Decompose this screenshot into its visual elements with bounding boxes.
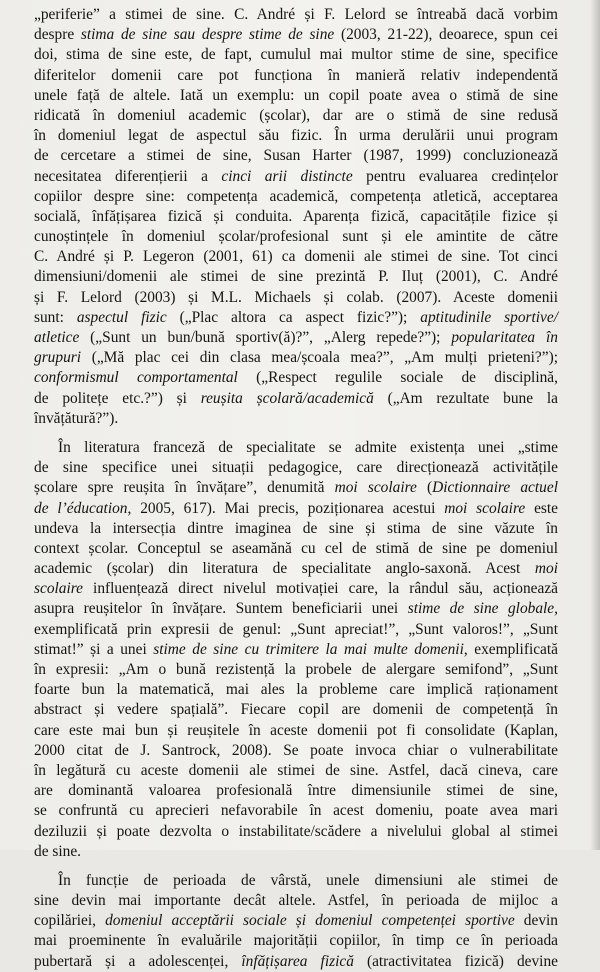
text-run: („Plac altora ca aspect fizic?”);: [166, 308, 421, 326]
text-run: școlare spre reușita în învățare”, denumită: [34, 479, 335, 497]
text-line: [34, 478, 558, 498]
text-line: [34, 680, 558, 700]
text-line: [34, 308, 558, 328]
italic-text-run: moi scolaire: [444, 499, 526, 517]
text-run: copiilor despre sine: competența academică, competența atletică, acceptarea: [34, 187, 558, 205]
text-run: („Mă plac cei din clasa mea/școala mea?”, „Am mulți prieteni?”);: [81, 349, 558, 367]
text-line: [34, 579, 558, 599]
text-run: , exemplificată: [463, 640, 558, 658]
text-line: [34, 45, 558, 65]
text-line: [34, 721, 558, 741]
text-line: [34, 187, 558, 207]
text-run: ridicată în domeniul academic (școlar), dar are o stimă de sine redusă: [34, 106, 558, 124]
text-run: („Respect regulile sociale de disciplină,: [237, 369, 558, 387]
text-line: [34, 146, 558, 166]
text-line: [34, 741, 558, 761]
text-run: sunt:: [34, 308, 77, 326]
text-run: („Sunt un bun/bună sportiv(ă)?”, „Alerg repede?”);: [79, 329, 452, 346]
text-run: în legătură cu aceste domenii ale stimei de sine. Astfel, dacă cineva, care: [34, 761, 558, 779]
text-line: [34, 458, 558, 478]
text-line: [34, 801, 558, 821]
text-run: devin: [514, 912, 558, 930]
text-run: C. André și P. Legeron (2001, 61) ca domenii ale stimei de sine. Tot cinci: [34, 248, 558, 266]
text-line: [34, 5, 558, 25]
text-run: este: [525, 499, 558, 517]
text-line: [34, 409, 558, 429]
text-run: (atractivitatea fizică) devine: [353, 952, 558, 970]
text-line: [34, 559, 558, 579]
text-line: [34, 640, 558, 660]
text-run: „periferie” a stimei de sine. C. André și F. Lelord se întreabă dacă vorbim: [34, 6, 558, 23]
text-run: de cercetare a stimei de sine, Susan Harter (1987, 1999) concluzionează: [34, 147, 558, 165]
text-line: [34, 167, 558, 187]
text-run: de politețe etc.?”) și: [34, 389, 201, 407]
italic-text-run: reușita școlară/academică: [200, 389, 374, 407]
text-run: despre: [34, 26, 81, 44]
text-run: copilăriei,: [34, 912, 106, 930]
text-run: exemplificată prin expresii de genul: „Sunt apreciat!”, „Sunt valoros!”, „Sunt: [34, 620, 558, 638]
text-run: influențează direct nivelul motivației care, la rândul său, acționează: [83, 580, 558, 598]
text-run: stimat!” și a unei: [34, 640, 154, 658]
italic-text-run: Dictionnaire actuel: [432, 479, 558, 497]
italic-text-run: stima de sine sau despre stime de sine: [80, 26, 335, 44]
text-run: are dominantă valoarea profesională între dimensiunile stimei de sine,: [34, 782, 558, 800]
text-run: abstract și vedere spațială”. Fiecare copil are domenii de competență în: [34, 701, 558, 719]
text-line: [34, 438, 558, 458]
text-line: [34, 822, 558, 842]
italic-text-run: domeniul acceptării sociale și domeniul competenței sportive: [105, 912, 515, 930]
text-line: [34, 871, 558, 891]
text-run: cunoștințele în domeniul școlar/profesional sunt și ele amintite de către: [34, 228, 558, 246]
text-run: pubertară și a adolescenței,: [34, 952, 242, 970]
text-run: doi, stima de sine este, de fapt, cumulul mai multor stime de sine, specifice: [34, 46, 558, 64]
italic-text-run: moi scolaire: [334, 479, 417, 497]
italic-text-run: popularitatea în: [451, 329, 558, 346]
text-run: sine devin mai importante decât altele. Astfel, în perioada de mijloc a: [34, 892, 558, 910]
text-line: [34, 952, 558, 972]
text-run: învățătură?”).: [34, 409, 119, 427]
italic-text-run: aspectul fizic: [76, 308, 167, 326]
text-run: În literatura franceză de specialitate se admite existența unei „stime: [58, 438, 558, 456]
text-line: [34, 86, 558, 106]
text-run: socială, înfățișarea fizică și conduita. Aparența fizică, capacitățile fizice și: [34, 207, 558, 225]
text-line: [34, 328, 558, 348]
text-line: [34, 25, 558, 45]
text-line: [34, 267, 558, 287]
text-run: care este mai bun și reușitele în aceste domenii pot fi consolidate (Kaplan,: [34, 721, 558, 739]
text-line: [34, 620, 558, 640]
text-line: [34, 207, 558, 227]
text-run: de sine.: [34, 842, 82, 860]
text-run: și F. Lelord (2003) și M.L. Michaels și colab. (2007). Aceste domenii: [34, 288, 558, 306]
text-line: [34, 891, 558, 911]
text-run: („Am rezultate bune la: [373, 389, 558, 407]
text-run: (2003, 21-22), deoarece, spun cei: [334, 26, 559, 44]
text-line: [34, 227, 558, 247]
text-run: mai proeminente în evaluările majorității copiilor, în timp ce în perioada: [34, 932, 558, 950]
text-line: [34, 368, 558, 388]
italic-text-run: de l’éducation: [34, 499, 128, 517]
italic-text-run: stime de sine globale,: [407, 600, 558, 618]
text-run: În funcție de perioada de vârstă, unele dimensiuni ale stimei de: [58, 871, 558, 889]
text-run: 2000 citat de J. Santrock, 2008). Se poate invoca chiar o vulnerabilitate: [34, 741, 558, 759]
text-run: se confruntă cu aprecieri nefavorabile în acest domeniu, poate avea mari: [34, 802, 558, 820]
text-line: [34, 499, 558, 519]
text-run: dimensiuni/domenii ale stimei de sine prezintă P. Iluț (2001), C. André: [34, 268, 558, 286]
text-line: [34, 599, 558, 619]
text-run: foarte bun la matematică, mai ales la probleme care implică raționament: [34, 681, 558, 699]
text-run: unele față de altele. Iată un exemplu: un copil poate avea o stimă de sine: [34, 86, 558, 104]
text-line: [34, 126, 558, 146]
text-line: [34, 700, 558, 720]
text-run: în expresii: „Am o bună rezistență la probele de alergare semifond”, „Sunt: [34, 661, 558, 678]
italic-text-run: stime de sine cu trimitere la mai multe domenii: [153, 640, 464, 658]
text-run: în domeniul legat de aspectul său fizic. În urma derulării unui program: [34, 127, 558, 145]
text-run: pentru evaluarea credințelor: [352, 167, 559, 185]
text-run: asupra reușitelor în învățare. Suntem beneficiarii unei: [34, 600, 408, 618]
italic-text-run: cinci arii distincte: [221, 167, 353, 185]
text-line: [34, 288, 558, 308]
text-run: de sine specifice unei situații pedagogice, care direcționează activitățile: [34, 459, 558, 477]
text-run: diferitelor domenii care pot funcționa în manieră relativ independentă: [34, 66, 558, 84]
text-run: academic (școlar) din literatura de specialitate anglo-saxonă. Acest: [34, 560, 535, 578]
text-run: context școlar. Conceptul se aseamănă cu cel de stimă de sine pe domeniul: [34, 539, 558, 557]
text-run: deziluzii și poate dezvolta o instabilitate/scădere a nivelului global al stimei: [34, 822, 558, 840]
italic-text-run: conformismul comportamental: [34, 369, 238, 387]
text-line: [34, 781, 558, 801]
text-run: (: [416, 479, 433, 497]
text-run: undeva la intersecția dintre imaginea de sine și stima de sine văzute în: [34, 519, 558, 537]
text-run: necesitatea diferențierii a: [34, 167, 222, 185]
italic-text-run: aptitudinile sportive/: [420, 308, 558, 326]
italic-text-run: scolaire: [34, 580, 84, 598]
text-line: [34, 66, 558, 86]
text-line: [34, 842, 558, 862]
text-line: [34, 519, 558, 539]
text-line: [34, 761, 558, 781]
text-line: [34, 660, 558, 680]
text-run: , 2005, 617). Mai precis, poziționarea acestui: [127, 499, 445, 517]
text-line: [34, 539, 558, 559]
text-line: [34, 931, 558, 951]
page-body-text: [34, 5, 558, 972]
italic-text-run: grupuri: [34, 349, 82, 367]
italic-text-run: înfățișarea fizică: [241, 952, 354, 970]
text-line: [34, 247, 558, 267]
italic-text-run: atletice: [34, 329, 80, 346]
text-line: [34, 911, 558, 931]
text-line: [34, 106, 558, 126]
text-line: [34, 389, 558, 409]
text-line: [34, 348, 558, 368]
italic-text-run: moi: [534, 560, 558, 578]
